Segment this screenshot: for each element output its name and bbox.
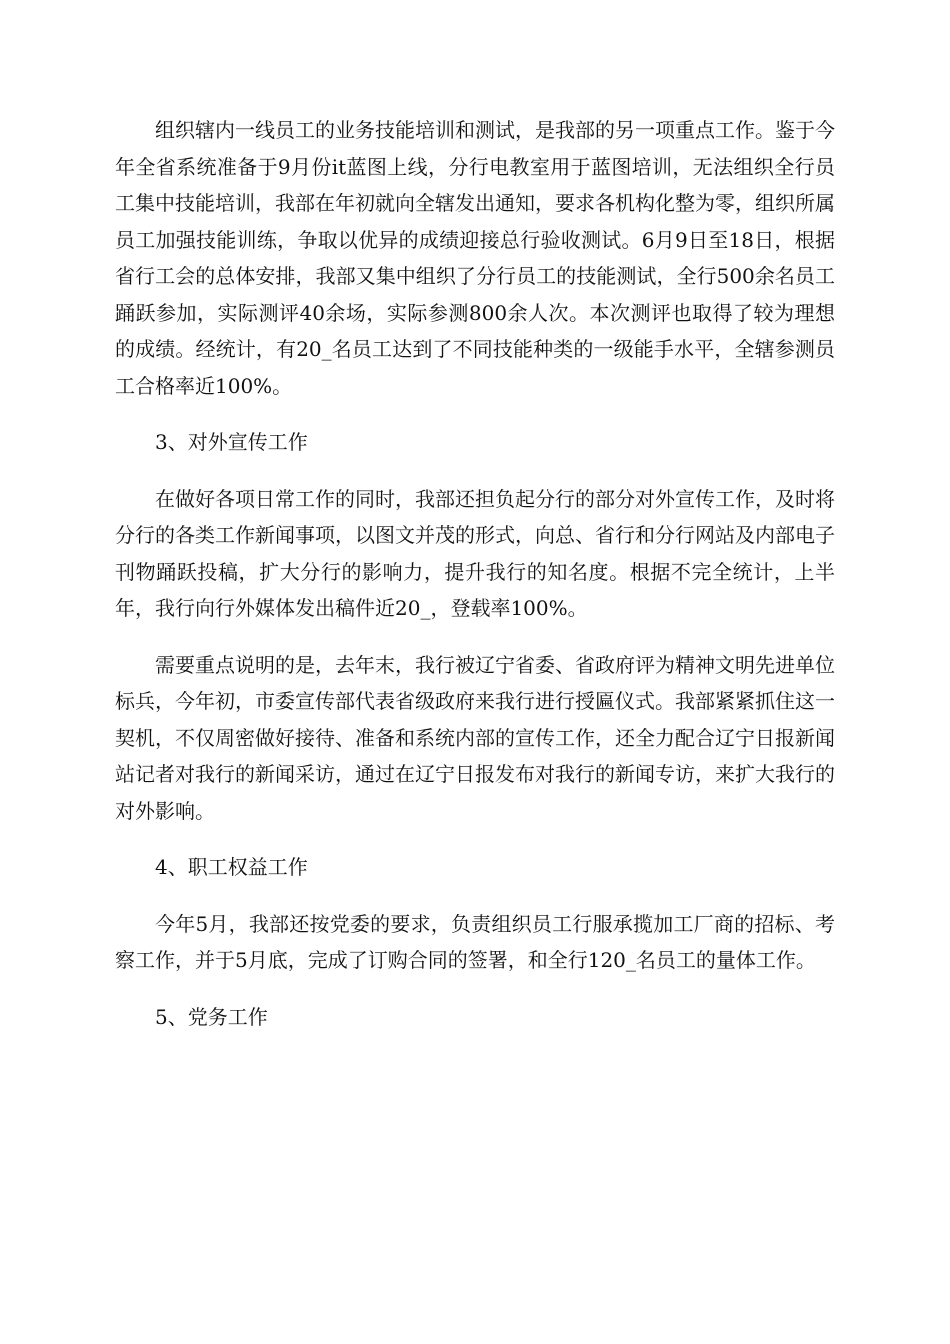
section-heading-external-publicity: 3、对外宣传工作	[155, 430, 308, 454]
paragraph-skills-training: 组织辖内一线员工的业务技能培训和测试，是我部的另一项重点工作。鉴于今年全省系统准备于9月份it蓝图上线，分行电教室用于蓝图培训，无法组织全行员工集中技能培训，我部在年初就向全辖发出通知，要求各机构化整为零，组织所属员工加强技能训练，争取以优异的成绩迎接总行验收测试。6月9日至18日，根据省行工会的总体安排，我部又集中组织了分行员工的技能测试，全行500余名员工踊跃参加，实际测评40余场，实际参测800余人次。本次测评也取得了较为理想的成绩。经统计，有20_名员工达到了不同技能种类的一级能手水平，全辖参测员工合格率近100%。	[115, 118, 835, 398]
section-heading-party-affairs: 5、党务工作	[155, 1004, 268, 1029]
section-heading-employee-rights: 4、职工权益工作	[155, 855, 308, 879]
paragraph-publicity: 在做好各项日常工作的同时，我部还担负起分行的部分对外宣传工作，及时将分行的各类工作新闻事项，以图文并茂的形式，向总、省行和分行网站及内部电子刊物踊跃投稿，扩大分行的影响力，提升我行的知名度。根据不完全统计，上半年，我行向行外媒体发出稿件近20_，登载率100%。	[115, 486, 835, 620]
document-body	[115, 112, 835, 1035]
paragraph-uniform-procurement: 今年5月，我部还按党委的要求，负责组织员工行服承揽加工厂商的招标、考察工作，并于5月底，完成了订购合同的签署，和全行120_名员工的量体工作。	[115, 911, 835, 972]
paragraph-civilization-award: 需要重点说明的是，去年末，我行被辽宁省委、省政府评为精神文明先进单位标兵，今年初，市委宣传部代表省级政府来我行进行授匾仪式。我部紧紧抓住这一契机，不仅周密做好接待、准备和系统内部的宣传工作，还全力配合辽宁日报新闻站记者对我行的新闻采访，通过在辽宁日报发布对我行的新闻专访，来扩大我行的对外影响。	[115, 652, 835, 823]
